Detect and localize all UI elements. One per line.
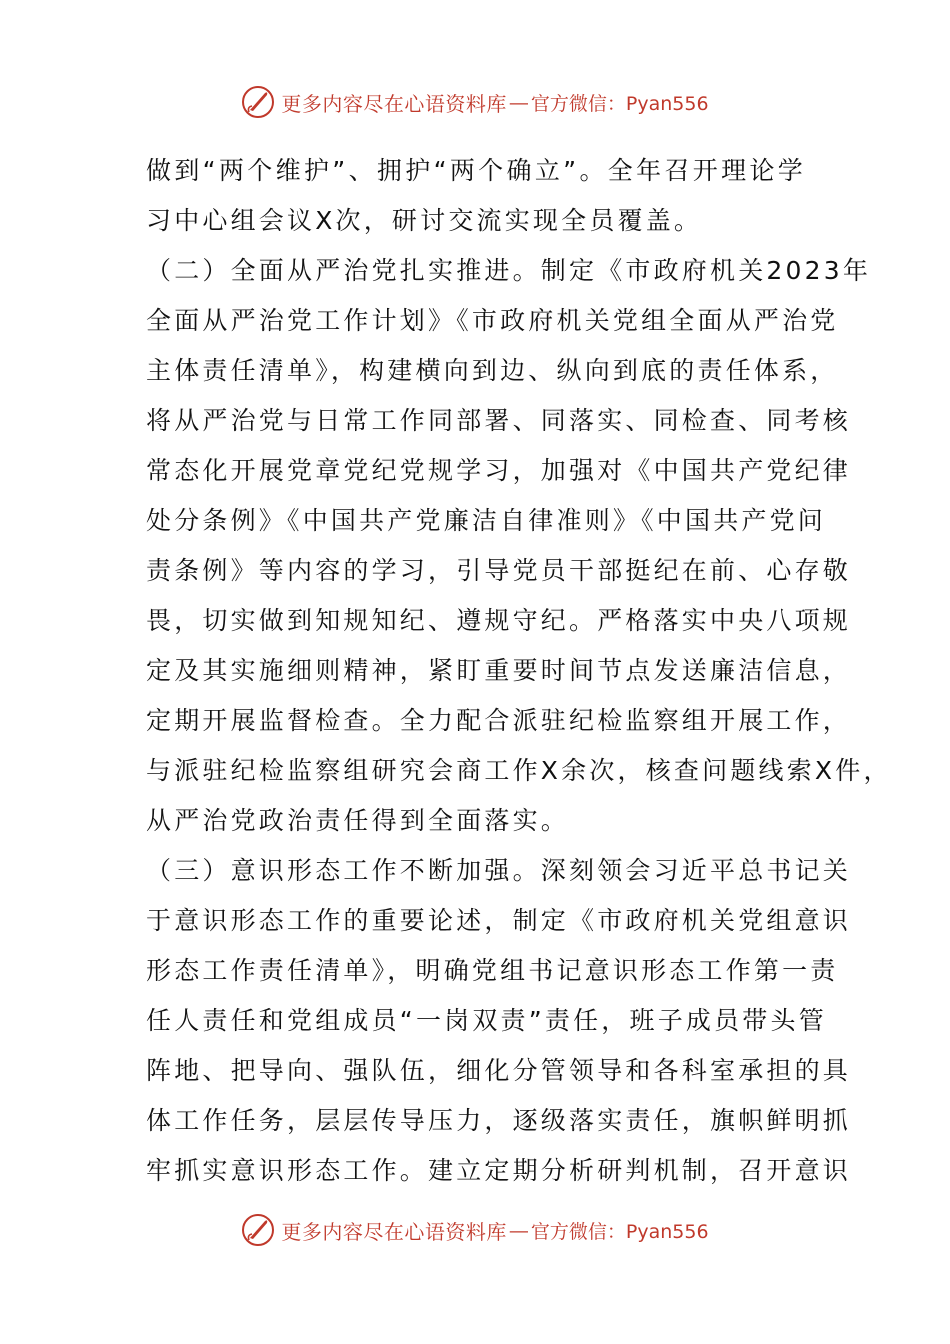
quill-seal-icon xyxy=(241,85,275,119)
watermark-site-text: 更多内容尽在心语资料库 xyxy=(281,1219,507,1244)
text-line: （三）意识形态工作不断加强。深刻领会习近平总书记关 xyxy=(146,856,852,885)
text-line: 将从严治党与日常工作同部署、同落实、同检查、同考核 xyxy=(146,406,852,435)
text-line: 常态化开展党章党纪党规学习，加强对《中国共产党纪律 xyxy=(146,456,852,485)
watermark-separator: — xyxy=(508,90,529,114)
paragraph-3 xyxy=(146,846,852,1196)
paragraph-2 xyxy=(146,246,892,846)
text-line: 全面从严治党工作计划》《市政府机关党组全面从严治党 xyxy=(146,306,839,335)
text-line: 阵地、把导向、强队伍，细化分管领导和各科室承担的具 xyxy=(146,1056,852,1085)
paragraph-1 xyxy=(146,146,806,246)
text-line: 畏，切实做到知规知纪、遵规守纪。严格落实中央八项规 xyxy=(146,606,852,635)
document-body xyxy=(146,146,892,1196)
text-line: 做到“两个维护”、拥护“两个确立”。全年召开理论学 xyxy=(146,156,806,185)
text-line: 牢抓实意识形态工作。建立定期分析研判机制，召开意识 xyxy=(146,1156,852,1185)
watermark-separator: — xyxy=(508,1218,529,1242)
text-line: （二）全面从严治党扎实推进。制定《市政府机关2023年 xyxy=(146,256,872,285)
text-line: 习中心组会议X次，研讨交流实现全员覆盖。 xyxy=(146,206,703,235)
text-line: 任人责任和党组成员“一岗双责”责任，班子成员带头管 xyxy=(146,1006,827,1035)
text-line: 定及其实施细则精神，紧盯重要时间节点发送廉洁信息， xyxy=(146,656,852,685)
watermark-wechat-text: 官方微信：Pyan556 xyxy=(530,1220,709,1243)
watermark-site-text: 更多内容尽在心语资料库 xyxy=(281,91,507,116)
text-line: 责条例》等内容的学习，引导党员干部挺纪在前、心存敬 xyxy=(146,556,852,585)
header-watermark xyxy=(0,82,950,122)
text-line: 从严治党政治责任得到全面落实。 xyxy=(146,806,570,835)
text-line: 于意识形态工作的重要论述，制定《市政府机关党组意识 xyxy=(146,906,852,935)
text-line: 形态工作责任清单》，明确党组书记意识形态工作第一责 xyxy=(146,956,839,985)
text-line: 主体责任清单》，构建横向到边、纵向到底的责任体系， xyxy=(146,356,839,385)
quill-seal-icon xyxy=(241,1213,275,1247)
text-line: 定期开展监督检查。全力配合派驻纪检监察组开展工作， xyxy=(146,706,852,735)
text-line: 体工作任务，层层传导压力，逐级落实责任，旗帜鲜明抓 xyxy=(146,1106,852,1135)
text-line: 与派驻纪检监察组研究会商工作X余次，核查问题线索X件， xyxy=(146,756,892,785)
text-line: 处分条例》《中国共产党廉洁自律准则》《中国共产党问 xyxy=(146,506,827,535)
footer-watermark xyxy=(0,1210,950,1250)
watermark-wechat-text: 官方微信：Pyan556 xyxy=(530,92,709,115)
